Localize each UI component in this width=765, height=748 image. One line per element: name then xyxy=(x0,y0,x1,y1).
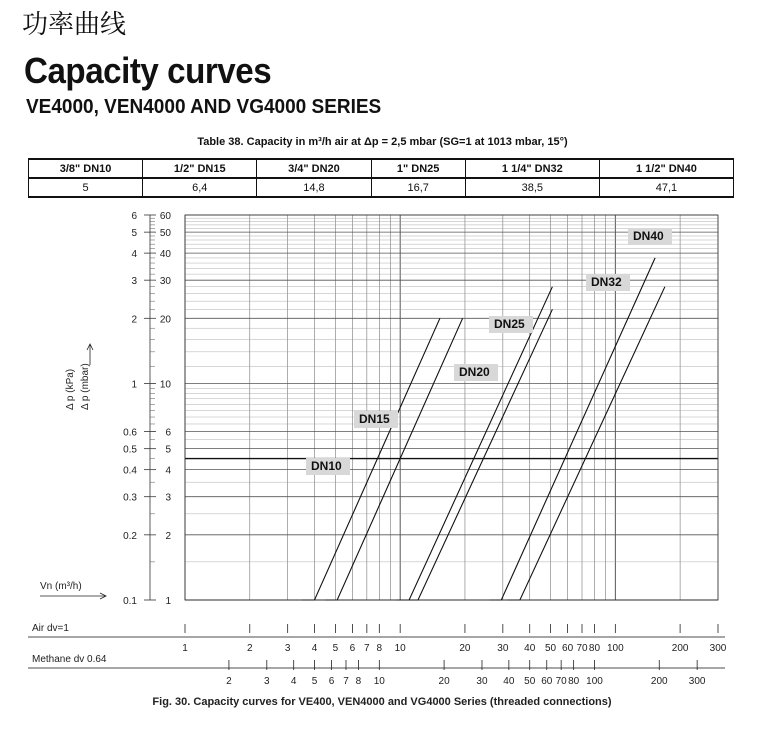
air-scale-tick-label: 50 xyxy=(545,643,557,654)
y-axis-label-mbar: Δ p (mbar) xyxy=(80,363,91,410)
curve-label: DN15 xyxy=(359,412,390,426)
mbar-tick-label: 4 xyxy=(165,465,171,477)
mbar-tick-label: 3 xyxy=(165,492,171,504)
x-axis-arrow xyxy=(40,593,106,599)
air-scale-tick-label: 1 xyxy=(182,643,188,654)
kpa-tick-label: 2 xyxy=(131,314,137,326)
air-scale-tick-label: 200 xyxy=(671,643,689,654)
table-cell: 6,4 xyxy=(143,178,257,197)
air-scale-tick-label: 70 xyxy=(576,643,588,654)
chinese-title: 功率曲线 xyxy=(22,10,127,40)
methane-scale-tick-label: 40 xyxy=(503,676,515,687)
air-scale-tick-label: 30 xyxy=(497,643,509,654)
table-header-cell: 3/8" DN10 xyxy=(29,159,143,178)
table-cell: 14,8 xyxy=(257,178,371,197)
methane-scale-tick-label: 10 xyxy=(373,676,385,687)
x-axis-label: Vn (m³/h) xyxy=(40,581,82,592)
air-scale-tick-label: 8 xyxy=(376,643,383,654)
table-header-cell: 1" DN25 xyxy=(371,159,465,178)
mbar-tick-label: 20 xyxy=(159,314,171,326)
methane-scale-tick-label: 30 xyxy=(476,676,488,687)
mbar-tick-label: 6 xyxy=(165,427,171,439)
table-cell: 47,1 xyxy=(599,178,733,197)
air-scale-tick-label: 2 xyxy=(246,643,253,654)
methane-scale-tick-label: 80 xyxy=(568,676,580,687)
table-header-cell: 1 1/2" DN40 xyxy=(599,159,733,178)
y-axis-label-kpa: Δ p (kPa) xyxy=(65,368,76,410)
page-title: Capacity curves xyxy=(24,50,272,91)
curve-label: DN32 xyxy=(591,275,622,289)
methane-scale-tick-label: 70 xyxy=(555,676,567,687)
kpa-tick-label: 3 xyxy=(131,276,137,288)
table-cell: 38,5 xyxy=(465,178,599,197)
methane-scale-tick-label: 200 xyxy=(650,676,668,687)
methane-scale-tick-label: 7 xyxy=(343,676,349,687)
methane-scale-tick-label: 4 xyxy=(290,676,297,687)
table-header-cell: 1 1/4" DN32 xyxy=(465,159,599,178)
air-scale-tick-label: 7 xyxy=(364,643,370,654)
air-scale-tick-label: 3 xyxy=(284,643,291,654)
mbar-tick-label: 30 xyxy=(159,276,171,288)
air-scale-tick-label: 4 xyxy=(311,643,318,654)
air-scale-tick-label: 40 xyxy=(524,643,536,654)
kpa-tick-label: 0.4 xyxy=(123,465,137,477)
kpa-tick-label: 1 xyxy=(131,379,137,391)
methane-scale-tick-label: 100 xyxy=(586,676,603,687)
air-scale-tick-label: 60 xyxy=(562,643,574,654)
methane-scale-tick-label: 300 xyxy=(688,676,706,687)
table-header-cell: 1/2" DN15 xyxy=(143,159,257,178)
mbar-tick-label: 10 xyxy=(159,379,171,391)
air-scale-tick-label: 300 xyxy=(709,643,727,654)
mbar-tick-label: 50 xyxy=(159,228,171,240)
plot-border xyxy=(185,215,718,600)
kpa-tick-label: 0.1 xyxy=(123,596,137,607)
kpa-tick-label: 5 xyxy=(131,228,137,240)
mbar-tick-label: 2 xyxy=(165,530,171,542)
curve-label: DN10 xyxy=(311,459,342,473)
table-cell: 5 xyxy=(29,178,143,197)
methane-scale-tick-label: 2 xyxy=(226,676,232,687)
kpa-tick-label: 6 xyxy=(131,211,137,222)
curve-dn25 xyxy=(405,309,553,600)
y-axis-arrow xyxy=(87,344,93,365)
methane-scale-label: Methane dv 0.64 xyxy=(32,654,107,665)
air-scale-tick-label: 80 xyxy=(588,643,601,654)
kpa-tick-label: 0.2 xyxy=(123,530,137,542)
kpa-tick-label: 0.5 xyxy=(123,444,137,456)
methane-scale-tick-label: 50 xyxy=(524,676,536,687)
kpa-tick-label: 0.6 xyxy=(123,427,137,439)
methane-scale-tick-label: 6 xyxy=(328,676,335,687)
mbar-tick-label: 40 xyxy=(159,249,171,261)
table-header-cell: 3/4" DN20 xyxy=(257,159,371,178)
curve-label: DN25 xyxy=(494,317,525,331)
air-scale-tick-label: 100 xyxy=(606,643,624,654)
figure-caption: Fig. 30. Capacity curves for VE400, VEN4000 and VG4000 Series (threaded connections) xyxy=(152,696,612,708)
mbar-tick-label: 5 xyxy=(165,444,171,456)
methane-scale-tick-label: 3 xyxy=(264,676,270,687)
methane-scale-tick-label: 60 xyxy=(541,676,553,687)
air-scale-label: Air dv=1 xyxy=(32,623,69,634)
air-scale-tick-label: 6 xyxy=(349,643,356,654)
mbar-tick-label: 60 xyxy=(159,211,171,222)
table-cell: 16,7 xyxy=(371,178,465,197)
air-scale-tick-label: 5 xyxy=(332,643,339,654)
air-scale-tick-label: 10 xyxy=(394,643,406,654)
page-subtitle: VE4000, VEN4000 AND VG4000 SERIES xyxy=(26,96,382,118)
kpa-tick-label: 0.3 xyxy=(123,492,137,504)
curve-label: DN40 xyxy=(633,229,664,243)
methane-scale-tick-label: 5 xyxy=(311,676,318,687)
kpa-tick-label: 4 xyxy=(131,249,137,261)
curve-dn20 xyxy=(396,287,552,600)
air-scale-tick-label: 20 xyxy=(459,643,471,654)
methane-scale-tick-label: 20 xyxy=(438,676,450,687)
methane-scale-tick-label: 8 xyxy=(355,676,362,687)
curve-label: DN20 xyxy=(459,365,490,379)
table-caption: Table 38. Capacity in m³/h air at Δp = 2,5 mbar (SG=1 at 1013 mbar, 15°) xyxy=(197,136,568,148)
mbar-tick-label: 1 xyxy=(165,596,171,607)
